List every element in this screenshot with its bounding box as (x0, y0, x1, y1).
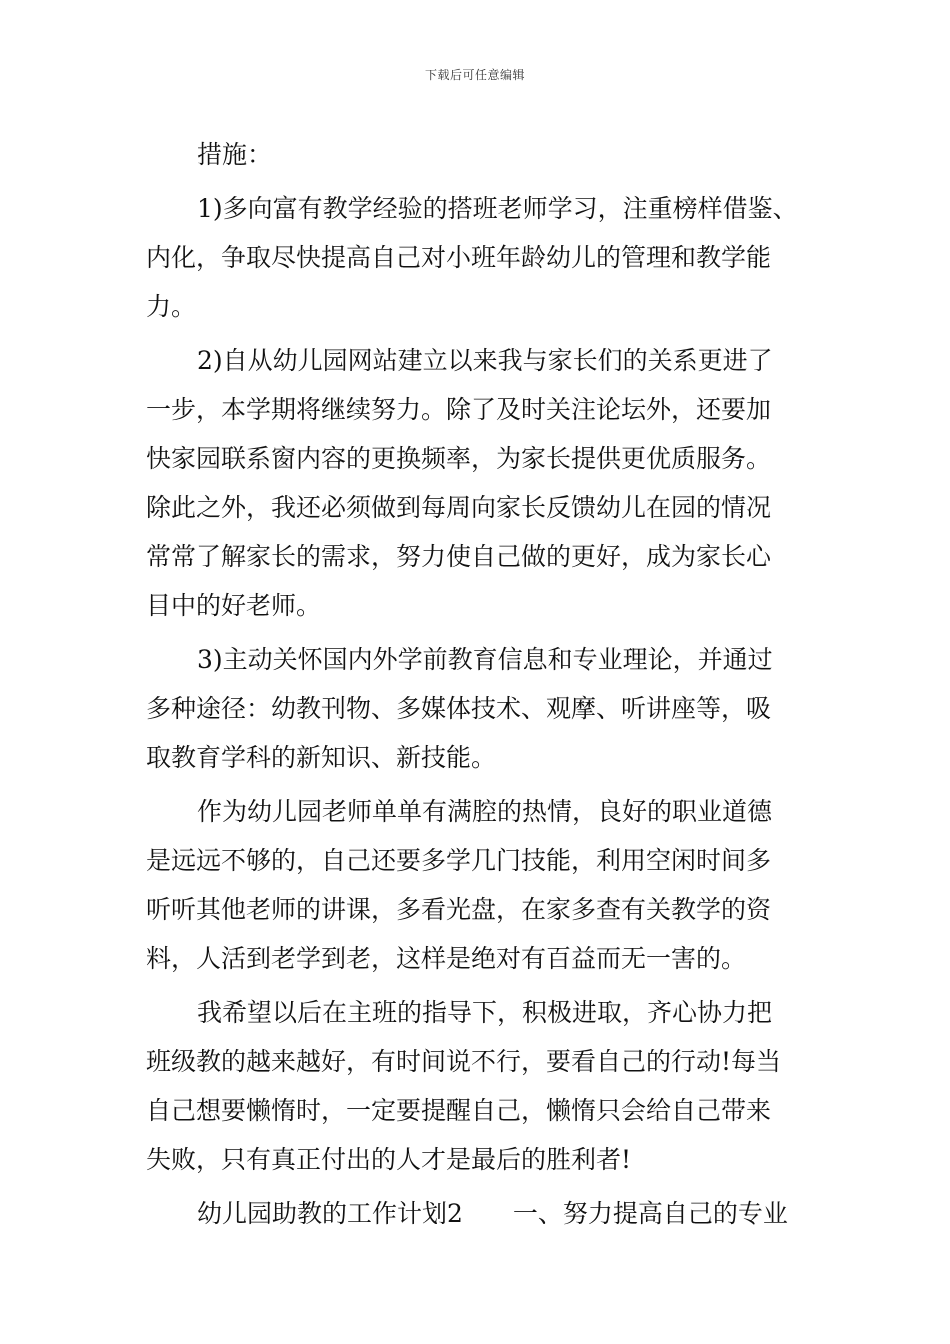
text-line: 自己想要懒惰时，一定要提醒自己，懒惰只会给自己带来 (146, 1096, 772, 1125)
text-line: 目中的好老师。 (146, 591, 322, 620)
text-line: 失败，只有真正付出的人才是最后的胜利者! (146, 1145, 632, 1174)
text-line: 3)主动关怀国内外学前教育信息和专业理论，并通过 (197, 645, 773, 674)
text-line: 力。 (146, 292, 197, 321)
text-line: 除此之外，我还必须做到每周向家长反馈幼儿在园的情况 (146, 493, 772, 522)
text-line: 常常了解家长的需求，努力使自己做的更好，成为家长心 (146, 542, 772, 571)
text-line: 班级教的越来越好，有时间说不行，要看自己的行动!每当 (146, 1047, 782, 1076)
text-line: 取教育学科的新知识、新技能。 (146, 743, 497, 772)
text-line: 作为幼儿园老师单单有满腔的热情，良好的职业道德 (197, 797, 773, 826)
text-line: 措施： (197, 140, 273, 169)
text-line: 幼儿园助教的工作计划2 一、努力提高自己的专业 (197, 1199, 788, 1228)
text-line: 我希望以后在主班的指导下，积极进取，齐心协力把 (197, 998, 773, 1027)
text-line: 一步，本学期将继续努力。除了及时关注论坛外，还要加 (146, 395, 772, 424)
text-line: 多种途径：幼教刊物、多媒体技术、观摩、听讲座等，吸 (146, 694, 772, 723)
page-header: 下载后可任意编辑 (424, 68, 525, 82)
document-body (146, 130, 821, 1238)
text-line: 1)多向富有教学经验的搭班老师学习，注重榜样借鉴、 (197, 194, 798, 223)
text-line: 听听其他老师的讲课，多看光盘，在家多查有关教学的资 (146, 895, 772, 924)
text-line: 2)自从幼儿园网站建立以来我与家长们的关系更进了 (197, 346, 773, 375)
text-line: 料，人活到老学到老，这样是绝对有百益而无一害的。 (146, 944, 747, 973)
text-line: 内化，争取尽快提高自己对小班年龄幼儿的管理和教学能 (146, 243, 772, 272)
text-line: 是远远不够的，自己还要多学几门技能，利用空闲时间多 (146, 846, 772, 875)
text-line: 快家园联系窗内容的更换频率，为家长提供更优质服务。 (146, 444, 772, 473)
